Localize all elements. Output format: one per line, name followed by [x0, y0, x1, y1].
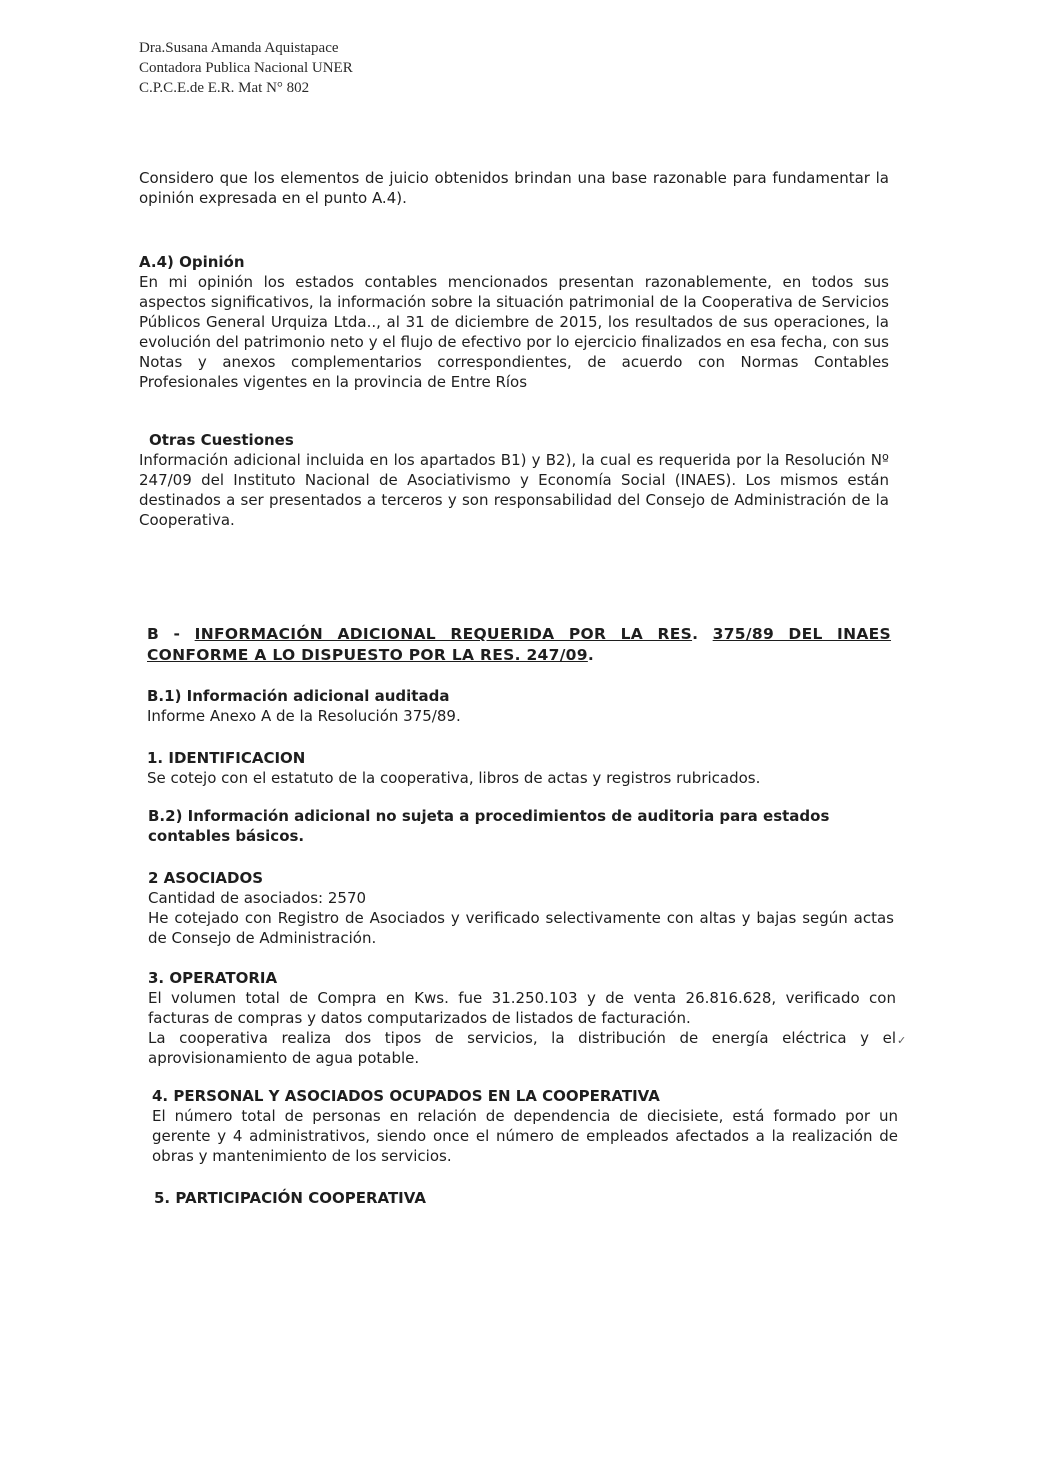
section-b-dot2: .	[587, 646, 595, 664]
intro-text: Considero que los elementos de juicio obtenidos brindan una base razonable para fundamentar la opinión expresada en el punto A.4).	[139, 169, 889, 207]
otras-text: Información adicional incluida en los apartados B1) y B2), la cual es requerida por la Resolución Nº 247/09 del Instituto Nacional de Asociativismo y Economía Social (INAES). Los mismos están destinados a ser presentados a terceros y son responsabilidad del Consejo de Administración de la Cooperativa.	[139, 451, 889, 529]
s5-heading: 5. PARTICIPACIÓN COOPERATIVA	[154, 1189, 426, 1207]
s3-text1: El volumen total de Compra en Kws. fue 31.250.103 y de venta 26.816.628, verificado con facturas de compras y datos computarizados de listados de facturación.	[148, 989, 896, 1027]
section-asociados	[148, 868, 894, 948]
section-a4	[139, 252, 889, 392]
section-personal	[152, 1086, 898, 1166]
check-mark-icon: ✓	[897, 1034, 907, 1047]
s4-heading: 4. PERSONAL Y ASOCIADOS OCUPADOS EN LA COOPERATIVA	[152, 1087, 660, 1105]
section-b-dot1: .	[692, 625, 713, 643]
s3-heading: 3. OPERATORIA	[148, 969, 278, 987]
letterhead	[139, 38, 353, 98]
section-otras-cuestiones	[139, 430, 889, 530]
section-b-prefix: B -	[147, 625, 195, 643]
a4-heading: A.4) Opinión	[139, 253, 245, 271]
section-b-title-part2: 375/89 DEL INAES CONFORME A LO DISPUESTO POR LA RES. 247/09	[147, 625, 892, 664]
intro-paragraph	[139, 168, 889, 208]
b1-heading: B.1) Información adicional auditada	[147, 687, 450, 705]
s4-text: El número total de personas en relación de dependencia de diecisiete, está formado por un gerente y 4 administrativos, siendo once el número de empleados afectados a la realización de obras y mantenimiento de los servicios.	[152, 1107, 898, 1165]
section-b1	[147, 686, 891, 726]
letterhead-name: Dra.Susana Amanda Aquistapace	[139, 40, 339, 56]
letterhead-registration: C.P.C.E.de E.R. Mat N° 802	[139, 80, 310, 96]
a4-text: En mi opinión los estados contables mencionados presentan razonablemente, en todos sus aspectos significativos, la información sobre la situación patrimonial de la Cooperativa de Servicios Públicos General Urquiza Ltda.., al 31 de diciembre de 2015, los resultados de sus operaciones, la evolución del patrimonio neto y el flujo de efectivo por lo ejercicio finalizados en esa fecha, con sus Notas y anexos complementarios correspondientes, de acuerdo con Normas Contables Profesionales vigentes en la provincia de Entre Ríos	[139, 273, 889, 391]
s1-heading: 1. IDENTIFICACION	[147, 749, 306, 767]
b1-text: Informe Anexo A de la Resolución 375/89.	[147, 707, 461, 725]
otras-heading: Otras Cuestiones	[149, 431, 294, 449]
section-b-title-part1: INFORMACIÓN ADICIONAL REQUERIDA POR LA RES	[194, 625, 693, 643]
s2-line1: Cantidad de asociados: 2570	[148, 889, 367, 907]
section-participacion	[154, 1188, 894, 1208]
b2-heading: B.2) Información adicional no sujeta a procedimientos de auditoria para estados contables básicos.	[148, 807, 830, 845]
s2-text: He cotejado con Registro de Asociados y verificado selectivamente con altas y bajas según actas de Consejo de Administración.	[148, 909, 894, 947]
section-operatoria	[148, 968, 896, 1068]
letterhead-title: Contadora Publica Nacional UNER	[139, 60, 353, 76]
s3-text2: La cooperativa realiza dos tipos de servicios, la distribución de energía eléctrica y el aprovisionamiento de agua potable.	[148, 1029, 896, 1067]
section-b-title	[147, 624, 891, 666]
section-b2	[148, 806, 894, 846]
s1-text: Se cotejo con el estatuto de la cooperativa, libros de actas y registros rubricados.	[147, 769, 761, 787]
section-identificacion	[147, 748, 891, 788]
s2-heading: 2 ASOCIADOS	[148, 869, 264, 887]
